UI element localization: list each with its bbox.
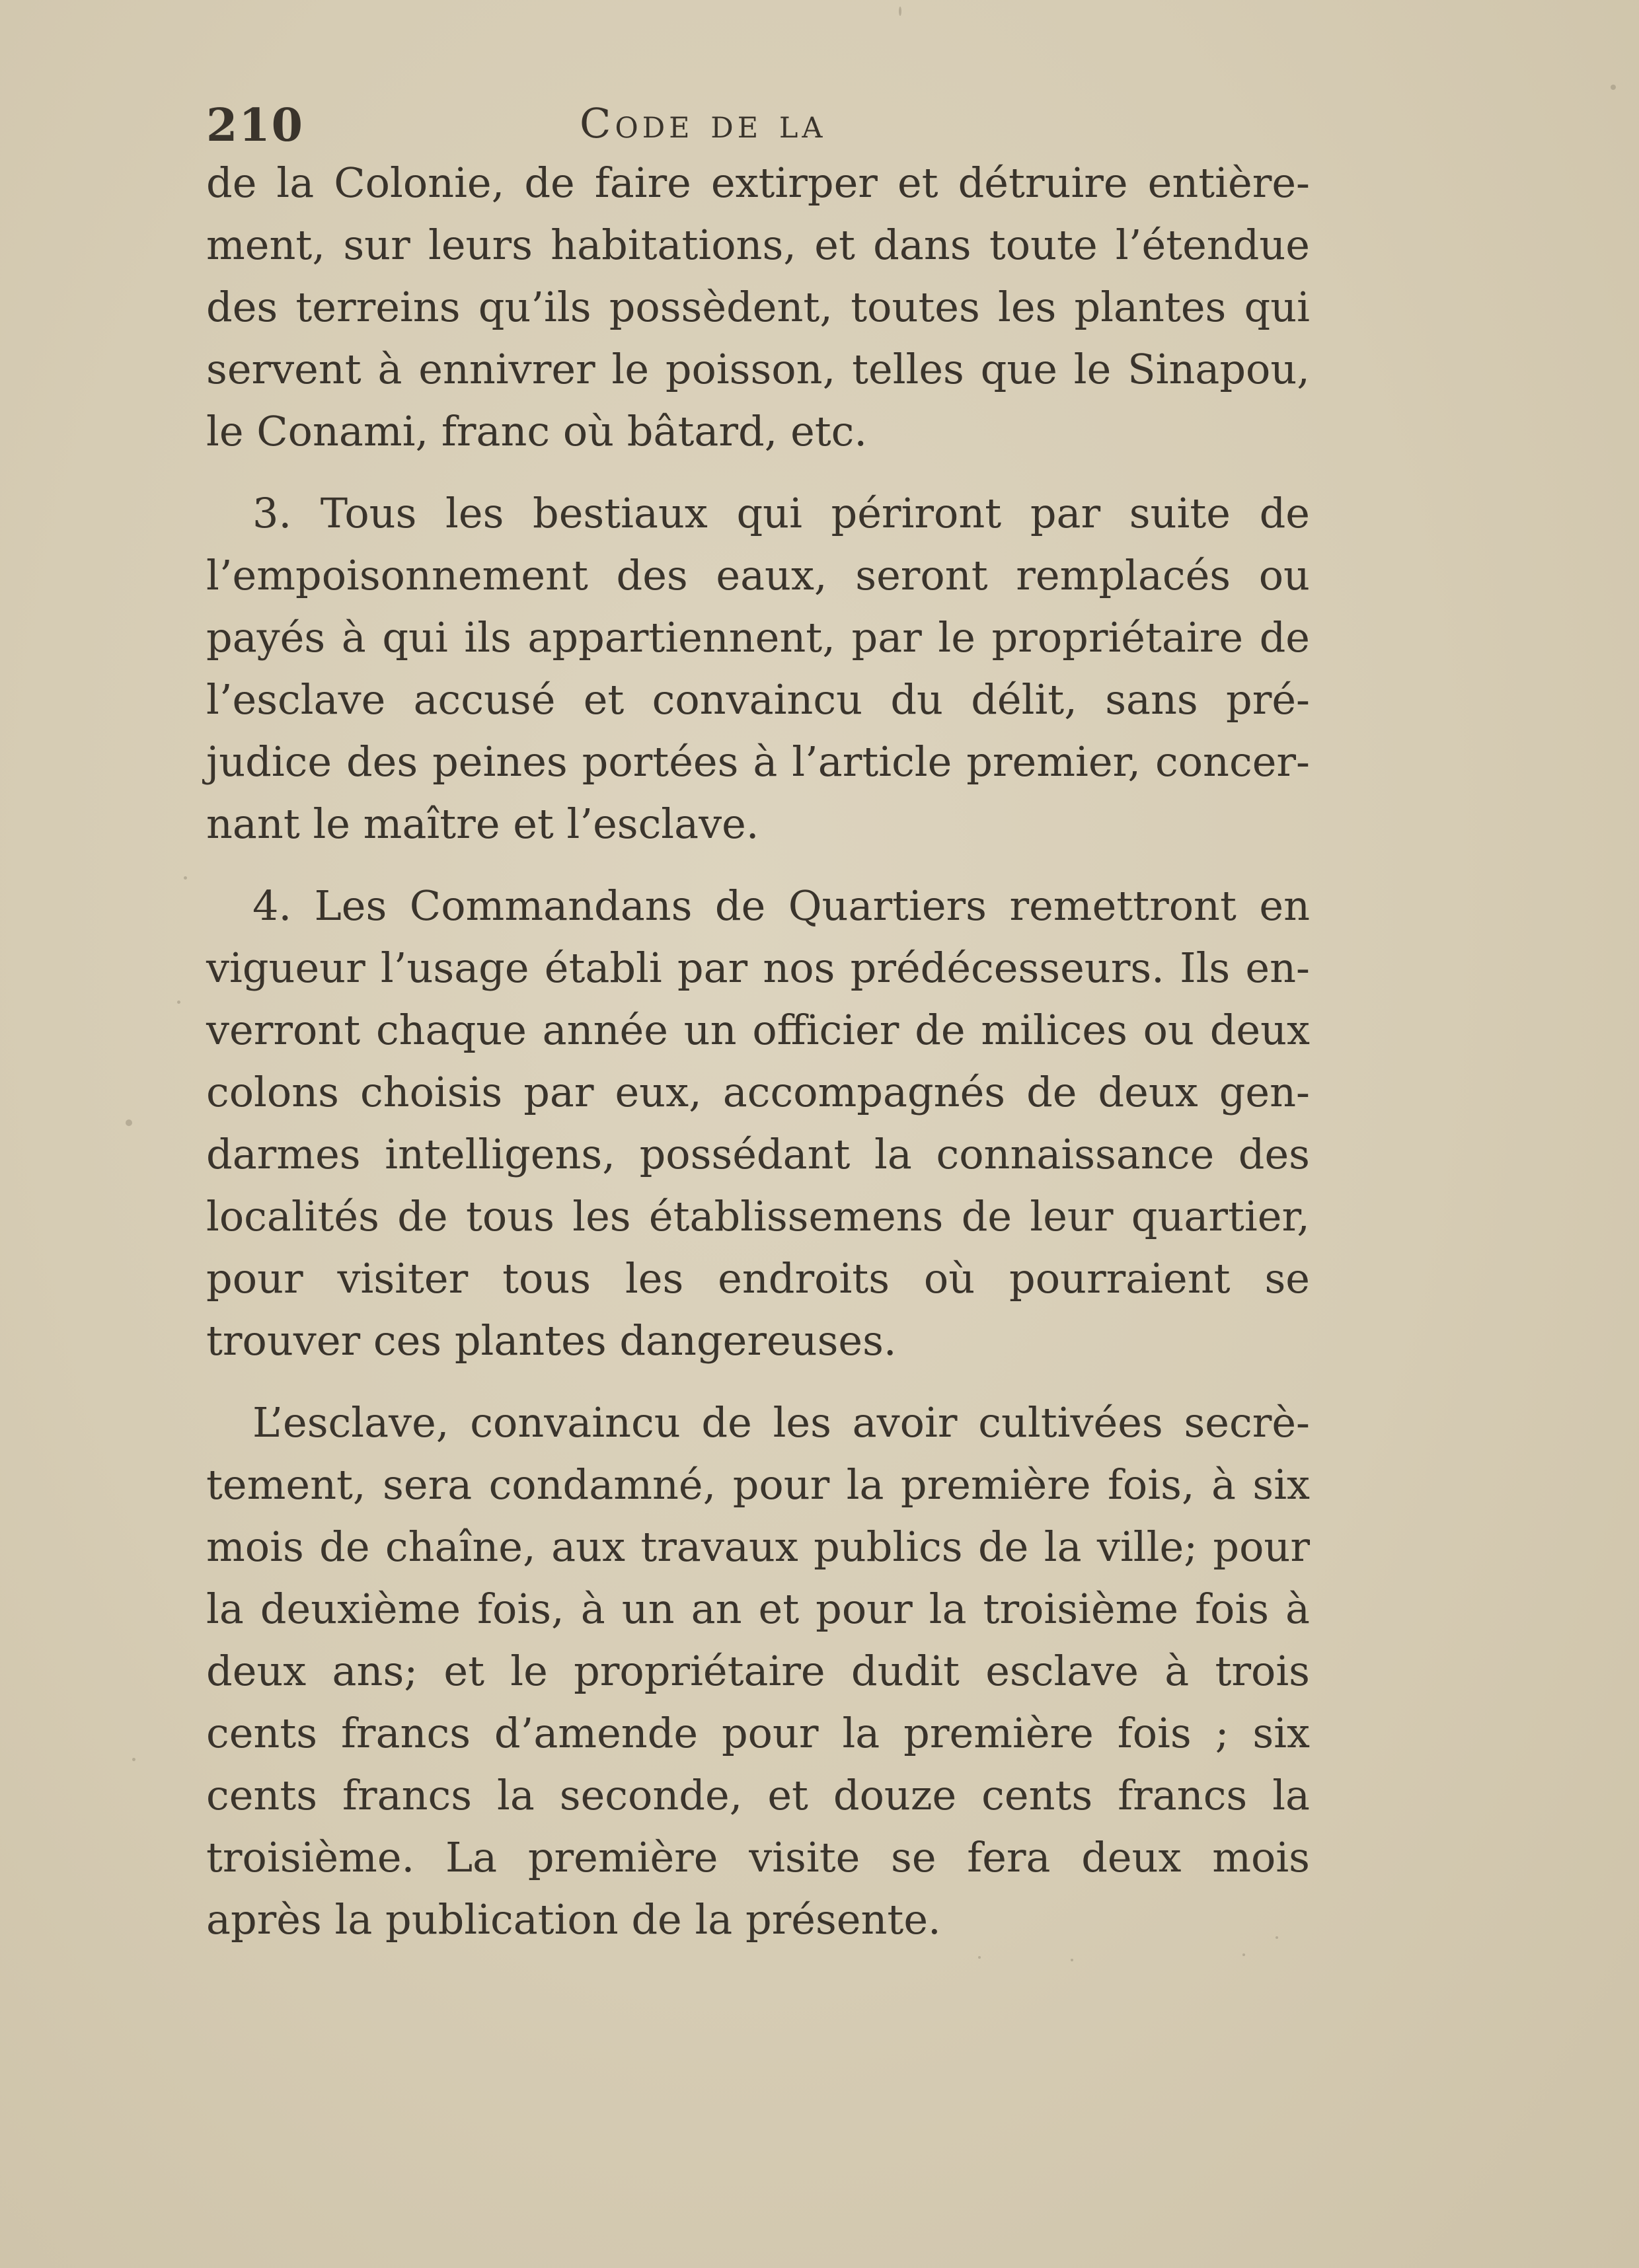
paper-speck bbox=[1242, 1953, 1245, 1956]
paper-speck bbox=[184, 876, 187, 880]
paper-speck bbox=[899, 7, 901, 16]
paper-speck bbox=[132, 1758, 135, 1761]
article-3-paragraph: 3. Tous les bestiaux qui périront par suite de l’empoisonnement des eaux, seront remplacés ou payés à qui ils appartiennent, par le propriétaire de l’esclave accusé et convaincu du délit, sans préjudice des peines portées à l’article premier, concernant le maître et l’esclave. bbox=[206, 489, 1310, 848]
running-title: Code de la bbox=[580, 99, 827, 147]
article-4-paragraph: 4. Les Commandans de Quartiers remettront en vigueur l’usage établi par nos prédécesseurs. Ils enverront chaque année un officier de milices ou deux colons choisis par eux, accompagnés de deux gendarmes intelligens, possédant la connaissance des localités de tous les établissemens de leur quartier, pour visiter tous les endroits où pourraient se trouver ces plantes dangereuses. bbox=[206, 882, 1310, 1365]
paper-speck bbox=[177, 1001, 180, 1004]
page-number: 210 bbox=[206, 99, 304, 152]
paragraph-continuation: de la Colonie, de faire extirper et détruire entièrement, sur leurs habitations, et dans toute l’étendue des terreins qu’ils possèdent, toutes les plantes qui servent à ennivrer le poisson, telles que le Sinapou, le Conami, franc où bâtard, etc. bbox=[206, 159, 1310, 455]
paper-speck bbox=[978, 1956, 981, 1959]
page-header bbox=[206, 99, 1310, 159]
paper-speck bbox=[1071, 1959, 1073, 1961]
body-text bbox=[206, 152, 1310, 1951]
penalty-paragraph: L’esclave, convaincu de les avoir cultivées secrètement, sera condamné, pour la première fois, à six mois de chaîne, aux travaux publics de la ville; pour la deuxième fois, à un an et pour la troisième fois à deux ans; et le propriétaire dudit esclave à trois cents francs d’amende pour la première fois ; six cents francs la seconde, et douze cents francs la troisième. La première visite se fera deux mois après la publication de la présente. bbox=[206, 1398, 1310, 1944]
paper-speck bbox=[1611, 85, 1616, 90]
paper-speck bbox=[126, 1119, 132, 1126]
paper-speck bbox=[1276, 1936, 1278, 1939]
